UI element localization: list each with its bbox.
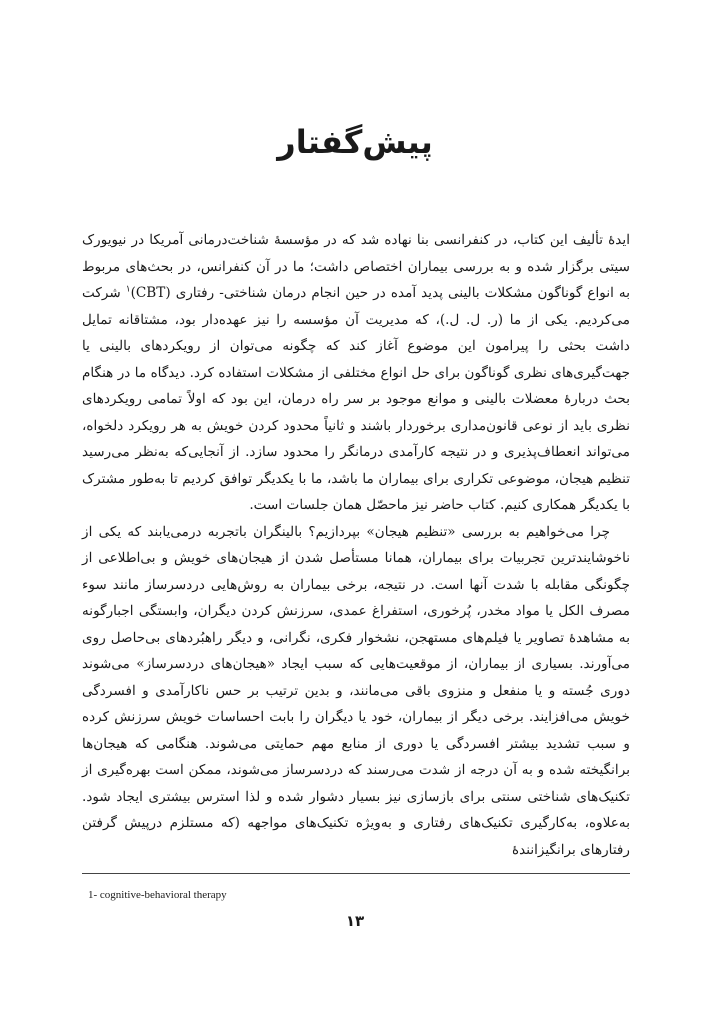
paragraph-1 (82, 227, 630, 519)
page-title: پیش‌گفتار (277, 123, 433, 161)
footnote: 1- cognitive-behavioral therapy (88, 889, 227, 901)
footnote-divider (82, 873, 630, 874)
page-number: ۱۳ (345, 912, 365, 930)
paragraph-1-part-2: شرکت می‌کردیم. یکی از ما (ر. ل. ل.)، که مدیریت آن مؤسسه را نیز عهده‌دار بود، مشتاقانه تمایل داشت بحثی را پیرامون این موضوع آغاز کند که چگونه می‌توان از رویکردهای بالینی یا جهت‌گیری‌های نظری گوناگون برای حل انواع مختلفی از مشکلات استفاده کرد. دیدگاه ما در هنگام بحث دربارۀ معضلات بالینی و موانع موجود بر سر راه درمان، این بود که اولاً تمامی رویکردهای نظری باید از نوعی قانون‌مداری برخوردار باشند و ثانیاً محدود کردن خویش به هر رویکرد دلخواه، می‌تواند انعطاف‌پذیری و در نتیجه کارآمدی درمانگر را محدود سازد. از آنجایی‌که به‌نظر می‌رسید تنظیم هیجان، موضوعی تکراری برای بیماران ما باشد، ما با یکدیگر توافق کردیم تا به‌طور مشترک با یکدیگر همکاری کنیم. کتاب حاضر نیز ماحصّل همان جلسات است. (82, 285, 630, 513)
footnote-marker: ۱ (125, 284, 131, 295)
paragraph-1-part-1: ایدۀ تألیف این کتاب، در کنفرانسی بنا نهاده شد که در مؤسسۀ شناخت‌درمانی آمریکا در نیویورک سیتی برگزار شده و به بررسی بیماران اختصاص داشت؛ ما در آن کنفرانس، در بحث‌های مربوط به انواع گوناگون مشکلات بالینی پدید آمده در حین انجام درمان شناختی- رفتاری (CBT) (82, 232, 630, 301)
body-text (82, 227, 630, 863)
paragraph-2: چرا می‌خواهیم به بررسی «تنظیم هیجان» بپردازیم؟ بالینگران باتجربه درمی‌یابند که یکی از ناخوشایندترین تجربیات برای بیماران، همانا مستأصل شدن از هیجان‌های خویش و بی‌اطلاعی از چگونگی مقابله با شدت آنها است. در نتیجه، برخی بیماران به روش‌هایی دردسرساز مانند سوء مصرف الکل یا مواد مخدر، پُرخوری، استفراغ عمدی، سرزنش کردن دیگران، وابستگی اجبارگونه به مشاهدۀ تصاویر یا فیلم‌های مستهجن، نشخوار فکری، نگرانی، و دیگر راهبُردهای بی‌حاصل روی می‌آورند. بسیاری از بیماران، از موقعیت‌هایی که سبب ایجاد «هیجان‌های دردسرساز» می‌شوند دوری جُسته و یا منفعل و منزوی باقی می‌مانند، و بدین ترتیب بر حس ناکارآمدی و افسردگی خویش می‌افزایند. برخی دیگر از بیماران، خود یا دیگران را بابت احساسات خویش سرزنش کرده و سبب تشدید بیشتر افسردگی یا دوری از منابع مهم حمایتی می‌شوند. هنگامی که هیجان‌ها برانگیخته شده و به آن درجه از شدت می‌رسند که دردسرساز می‌شوند، ممکن است بهره‌گیری از تکنیک‌های شناختی سنتی برای بازسازی نیز بسیار دشوار شده و لذا استرس بیشتری ایجاد شود. به‌علاوه، به‌کارگیری تکنیک‌های رفتاری و به‌ویژه تکنیک‌های مواجهه (که مستلزم درپیش گرفتن رفتارهای برانگیزانندۀ (82, 523, 630, 858)
